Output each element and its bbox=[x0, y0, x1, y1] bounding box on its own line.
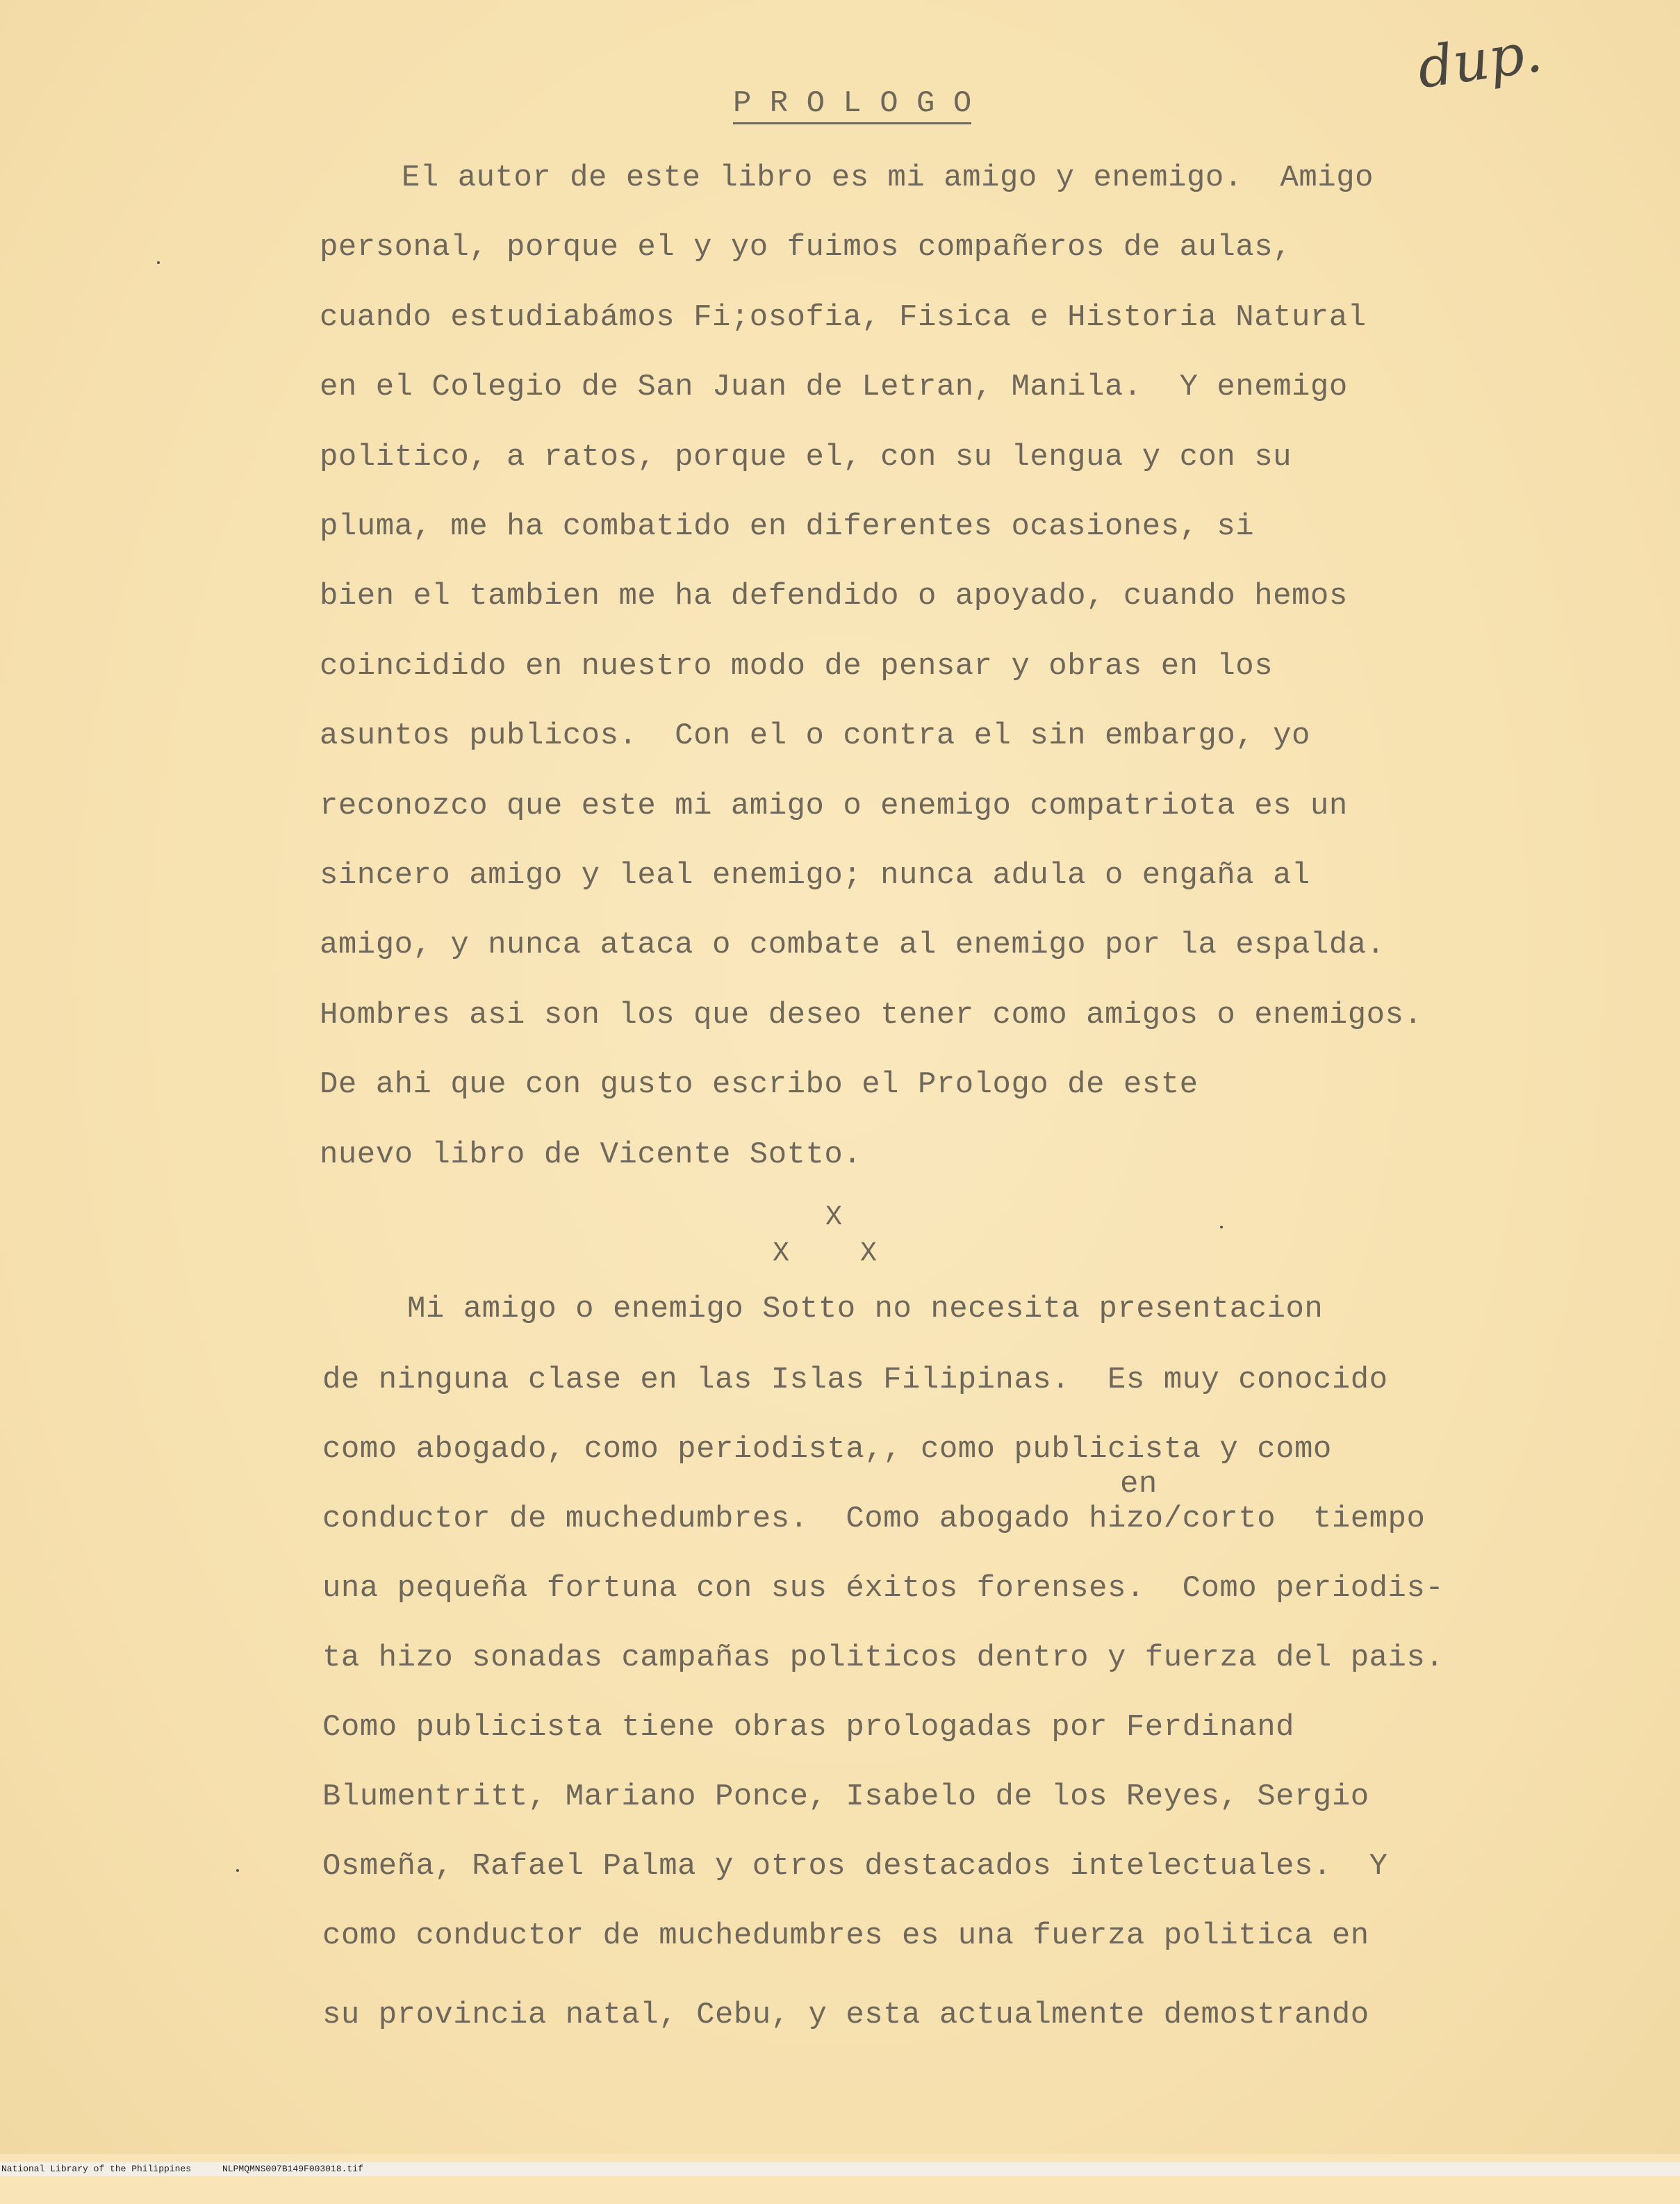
text-line: una pequeña fortuna con sus éxitos forenses. Como periodis- bbox=[322, 1571, 1444, 1606]
handwritten-insertion: en bbox=[1120, 1467, 1158, 1502]
text-line: como abogado, como periodista,, como publicista y como bbox=[322, 1432, 1332, 1467]
text-line: en el Colegio de San Juan de Letran, Manila. Y enemigo bbox=[320, 370, 1348, 405]
separator-mark: X bbox=[825, 1202, 843, 1233]
footer-filename: NLPMQMNS007B149F003018.tif bbox=[222, 2164, 363, 2174]
footer-institution: National Library of the Philippines bbox=[1, 2164, 192, 2174]
text-line: coincidido en nuestro modo de pensar y obras en los bbox=[320, 648, 1274, 684]
text-line: amigo, y nunca ataca o combate al enemigo por la espalda. bbox=[320, 928, 1385, 963]
text-line: Mi amigo o enemigo Sotto no necesita presentacion bbox=[407, 1292, 1324, 1326]
text-line: reconozco que este mi amigo o enemigo compatriota es un bbox=[320, 788, 1348, 823]
text-line: asuntos publicos. Con el o contra el sin embargo, yo bbox=[320, 718, 1310, 754]
footer bbox=[0, 2162, 1680, 2176]
text-line: conductor de muchedumbres. Como abogado hizo/corto tiempo bbox=[322, 1502, 1426, 1536]
text-line: politico, a ratos, porque el, con su lengua y con su bbox=[320, 439, 1292, 475]
text-line: bien el tambien me ha defendido o apoyado, cuando hemos bbox=[320, 579, 1348, 614]
text-line: Hombres asi son los que deseo tener como amigos o enemigos. bbox=[320, 997, 1423, 1033]
handwritten-annotation: dup. bbox=[1413, 19, 1546, 101]
text-line: pluma, me ha combatido en diferentes ocasiones, si bbox=[320, 509, 1255, 544]
text-line: sincero amigo y leal enemigo; nunca adula o engaña al bbox=[320, 858, 1310, 893]
text-line: cuando estudiabámos Fi;osofia, Fisica e Historia Natural bbox=[320, 299, 1367, 335]
separator-mark: X bbox=[773, 1238, 790, 1269]
text-line: nuevo libro de Vicente Sotto. bbox=[320, 1137, 862, 1172]
text-line: su provincia natal, Cebu, y esta actualmente demostrando bbox=[322, 1998, 1369, 2032]
text-line: Osmeña, Rafael Palma y otros destacados intelectuales. Y bbox=[322, 1849, 1388, 1884]
text-line: El autor de este libro es mi amigo y enemigo. Amigo bbox=[402, 161, 1374, 195]
text-line: ta hizo sonadas campañas politicos dentro y fuerza del pais. bbox=[322, 1640, 1444, 1675]
text-line: Como publicista tiene obras prologadas por Ferdinand bbox=[322, 1710, 1295, 1745]
text-line: como conductor de muchedumbres es una fuerza politica en bbox=[322, 1918, 1369, 1953]
page-title: P R O L O G O bbox=[733, 86, 971, 124]
text-line: De ahi que con gusto escribo el Prologo de este bbox=[320, 1067, 1199, 1103]
text-line: personal, porque el y yo fuimos compañeros de aulas, bbox=[320, 230, 1292, 265]
text-line: de ninguna clase en las Islas Filipinas. Es muy conocido bbox=[322, 1363, 1388, 1397]
separator-mark: X bbox=[860, 1238, 878, 1269]
text-line: Blumentritt, Mariano Ponce, Isabelo de los Reyes, Sergio bbox=[322, 1779, 1369, 1814]
